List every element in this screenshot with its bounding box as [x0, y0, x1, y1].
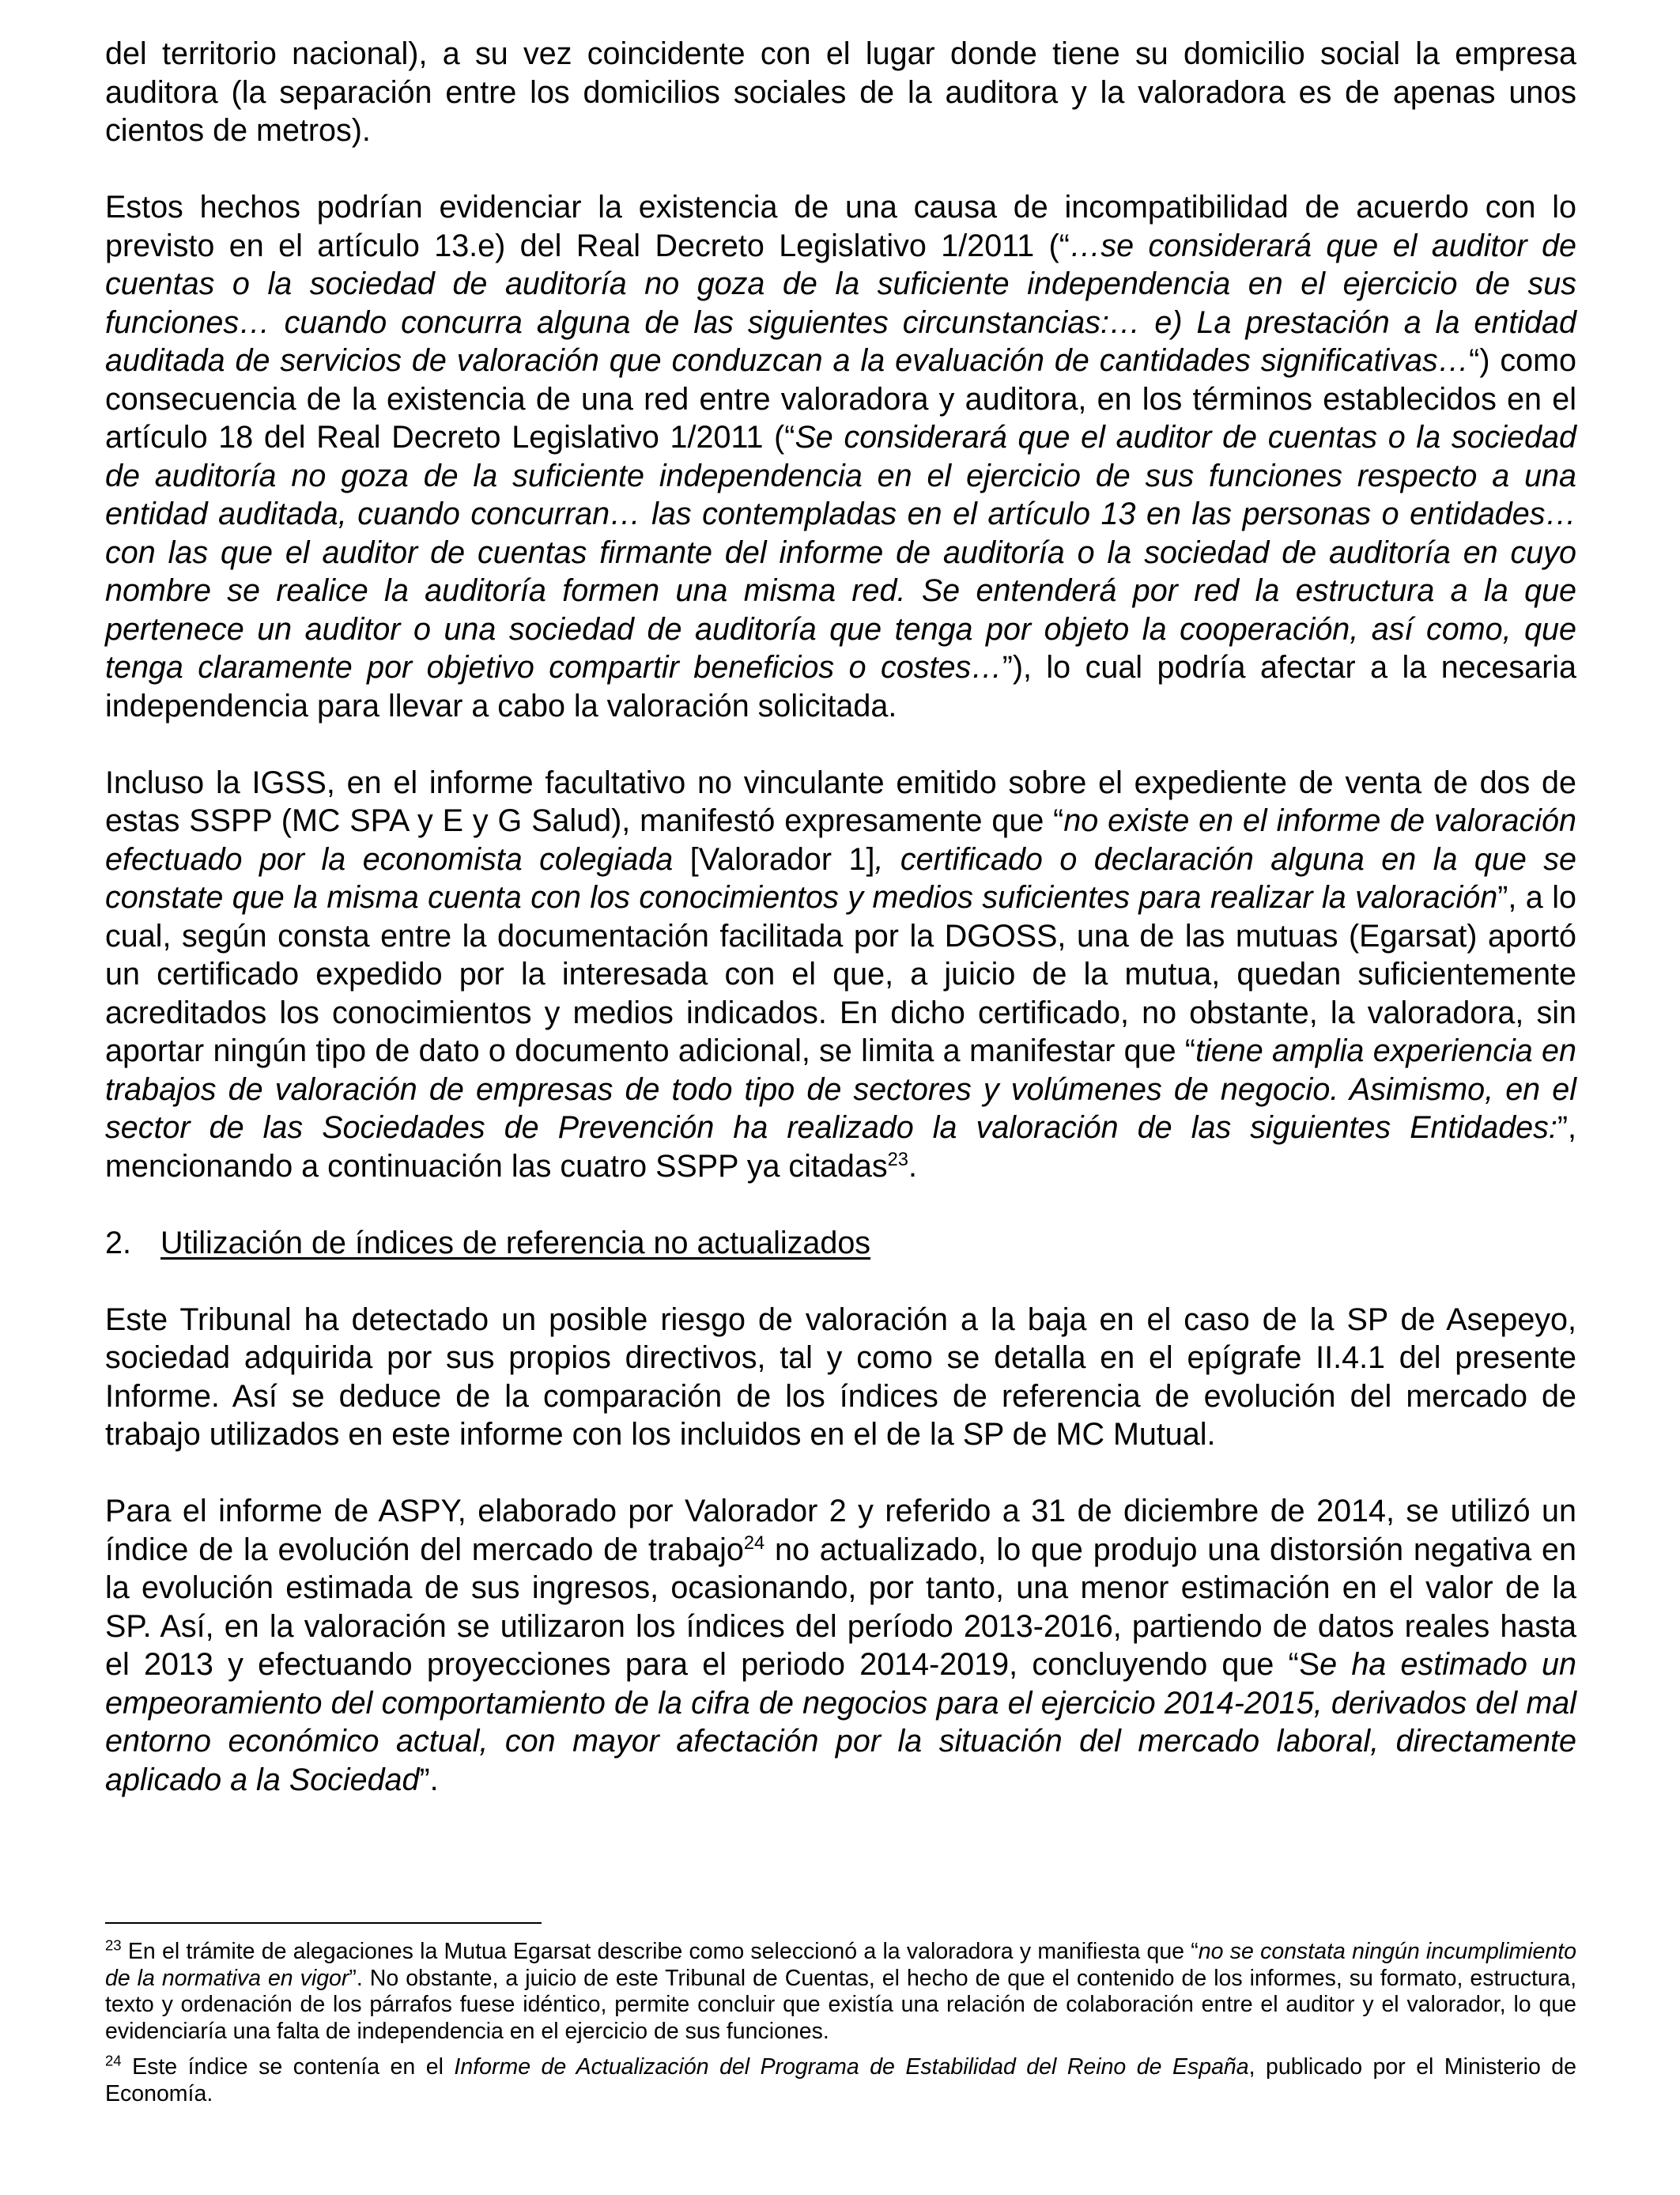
- footnote-23: [105, 1936, 1577, 2045]
- footnote-number: 23: [105, 1936, 122, 1954]
- footnote-text: [105, 2054, 1576, 2106]
- text-run: ”, a lo cual, según consta entre la documentación facilitada por la DGOSS, una de las mutuas (Egarsat) aportó un certificado expedido por la interesada con el que, a juicio de la mutua, quedan suficientemente acreditados los conocimientos y medios indicados. En dicho certificado, no obstante, la valoradora, sin aportar ningún tipo de dato o documento adicional, se limita a manifestar que “: [105, 880, 1576, 1068]
- paragraph: [105, 188, 1576, 725]
- paragraph: [105, 764, 1576, 1186]
- text-run: Estos hechos podrían evidenciar la existencia de una causa de incompatibilidad de acuerdo con lo previsto en el artículo 13.e) del Real Decreto Legislativo 1/2011 (“: [105, 190, 1576, 263]
- text-run: Incluso la IGSS, en el informe facultativo no vinculante emitido sobre el expediente de venta de dos de estas SSPP (MC SPA y E y G Salud), manifestó expresamente que “: [105, 765, 1576, 838]
- text-run: del territorio nacional), a su vez coincidente con el lugar donde tiene su domicilio social la empresa auditora (la separación entre los domicilios sociales de la auditora y la valoradora es de apenas unos cientos de metros).: [105, 36, 1576, 148]
- footnote-text: [105, 1936, 1577, 2044]
- document-body: [105, 35, 1576, 1838]
- section-title: Utilización de índices de referencia no actualizados: [160, 1225, 871, 1260]
- section-heading: [105, 1224, 1576, 1263]
- footnote-24: [105, 2054, 1576, 2107]
- text-run: En el trámite de alegaciones la Mutua Egarsat describe como seleccionó a la valoradora y manifiesta que “: [121, 1939, 1199, 1964]
- text-run: “) como consecuencia de la existencia de una red entre valoradora y auditora, en los términos establecidos en el artículo 18 del Real Decreto Legislativo 1/2011 (“: [105, 343, 1576, 455]
- text-run: [Valorador 1]: [673, 841, 875, 877]
- text-run: ”.: [419, 1762, 439, 1797]
- paragraph: [105, 1301, 1576, 1454]
- text-run: ”. No obstante, a juicio de este Tribunal de Cuentas, el hecho de que el contenido de los informes, su formato, estructura, texto y ordenación de los párrafos fuese idéntico, permite concluir que existía una relación de colaboración entre el auditor y el valorador, lo que evidenciaría una falta de independencia en el ejercicio de sus funciones.: [105, 1965, 1576, 2044]
- italic-quote: …se considerará que el auditor de cuentas o la sociedad de auditoría no goza de la suficiente independencia en el ejercicio de sus funciones… cuando concurra alguna de las siguientes circunstancias:… e) La prestación a la entidad auditada de servicios de valoración que conduzcan a la evaluación de cantidades significativas…: [105, 228, 1577, 378]
- italic-quote: Se considerará que el auditor de cuentas o la sociedad de auditoría no goza de la suficiente independencia en el ejercicio de sus funciones respecto a una entidad auditada, cuando concurran… las contempladas en el artículo 13 en las personas o entidades… con las que el auditor de cuentas firmante del informe de auditoría o la sociedad de auditoría en cuyo nombre se realice la auditoría formen una misma red. Se entenderá por red la estructura a la que pertenece un auditor o una sociedad de auditoría que tenga por objeto la cooperación, así como, que tenga claramente por objetivo compartir beneficios o costes…: [105, 420, 1576, 685]
- italic-quote: e ha estimado un empeoramiento del comportamiento de la cifra de negocios para el ejercicio 2014-2015, derivados del mal entorno económico actual, con mayor afectación por la situación del mercado laboral, directamente aplicado a la Sociedad: [105, 1647, 1576, 1797]
- italic-quote: Informe de Actualización del Programa de Estabilidad del Reino de España: [454, 2054, 1249, 2080]
- footnote-number: 24: [105, 2052, 122, 2069]
- text-run: ”), lo cual podría afectar a la necesaria independencia para llevar a cabo la valoración solicitada.: [105, 650, 1576, 723]
- italic-quote: no se constata ningún incumplimiento de la normativa en vigor: [105, 1939, 1577, 1991]
- italic-quote: tiene amplia experiencia en trabajos de valoración de empresas de todo tipo de sectores y volúmenes de negocio. Asimismo, en el sector de las Sociedades de Prevención ha realizado la valoración de las siguientes Entidades:: [105, 1033, 1576, 1145]
- paragraph: [105, 1492, 1576, 1799]
- italic-quote: , certificado o declaración alguna en la que se constate que la misma cuenta con los conocimientos y medios suficientes para realizar la valoración: [105, 841, 1576, 915]
- text-run: Este índice se contenía en el: [121, 2054, 455, 2080]
- paragraph: [105, 35, 1576, 150]
- text-run: Para el informe de ASPY, elaborado por Valorador 2 y referido a 31 de diciembre de 2014, se utilizó un índice de la evolución del mercado de trabajo: [105, 1494, 1576, 1567]
- text-run: ”, mencionando a continuación las cuatro SSPP ya citadas: [105, 1110, 1576, 1184]
- footnote-reference[interactable]: 23: [887, 1149, 908, 1170]
- italic-quote: no existe en el informe de valoración efectuado por la economista colegiada: [105, 803, 1576, 877]
- footnotes: [105, 1936, 1577, 2117]
- section-number: 2.: [105, 1225, 131, 1260]
- text-run: , publicado por el Ministerio de Economía.: [105, 2054, 1577, 2106]
- text-run: Este Tribunal ha detectado un posible riesgo de valoración a la baja en el caso de la SP de Asepeyo, sociedad adquirida por sus propios directivos, tal y como se detalla en el epígrafe II.4.1 del presente Informe. Así se deduce de la comparación de los índices de referencia de evolución del mercado de trabajo utilizados en este informe con los incluidos en el de la SP de MC Mutual.: [105, 1302, 1576, 1452]
- text-run: no actualizado, lo que produjo una distorsión negativa en la evolución estimada de sus ingresos, ocasionando, por tanto, una menor estimación en el valor de la SP. Así, en la valoración se utilizaron los índices del período 2013-2016, partiendo de datos reales hasta el 2013 y efectuando proyecciones para el periodo 2014-2019, concluyendo que “S: [105, 1532, 1576, 1682]
- footnote-separator: [105, 1922, 542, 1924]
- text-run: .: [908, 1148, 917, 1184]
- footnote-reference[interactable]: 24: [743, 1532, 765, 1554]
